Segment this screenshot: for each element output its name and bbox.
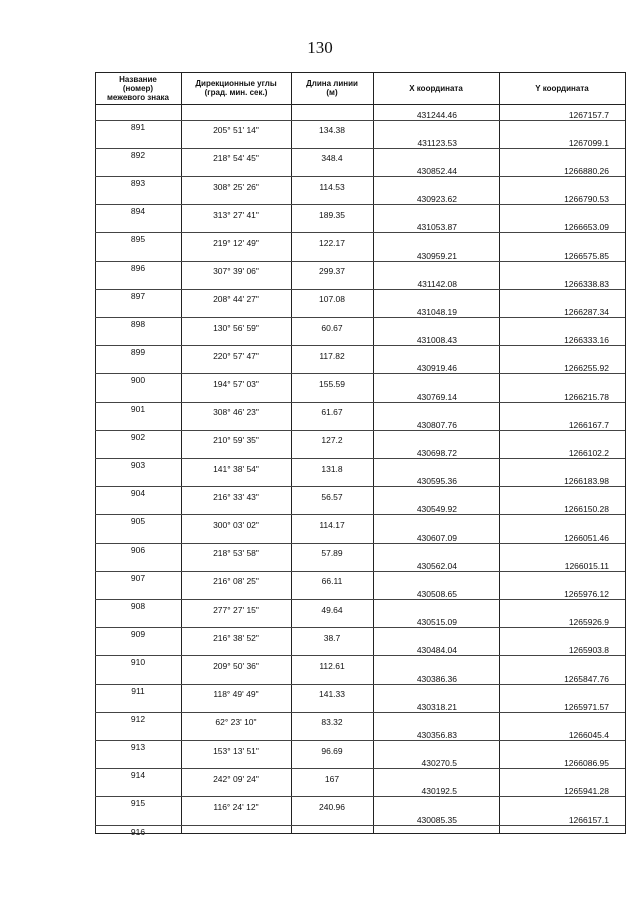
direction-angle: 218° 53' 58" (213, 548, 259, 559)
row-divider (95, 599, 625, 600)
row-divider (95, 571, 625, 572)
row-divider (95, 768, 625, 769)
point-id: 893 (130, 177, 146, 188)
direction-angle: 116° 24' 12" (213, 802, 259, 812)
y-coordinate: 1266653.09 (564, 222, 609, 233)
row-divider (95, 289, 625, 290)
row-divider (95, 514, 625, 515)
y-coordinate: 1266287.34 (564, 306, 609, 317)
line-length: 131.8 (321, 463, 343, 474)
y-coordinate: 1265971.57 (564, 701, 609, 712)
header-y-coordinate: Y координата (535, 83, 589, 93)
point-id: 906 (130, 544, 146, 555)
y-coordinate: 1266575.85 (564, 250, 609, 261)
row-divider (95, 486, 625, 487)
row-divider (95, 402, 625, 403)
row-divider (95, 458, 625, 459)
line-length: 112.61 (319, 661, 345, 671)
direction-angle: 141° 38' 54" (213, 463, 259, 474)
header-line-length: Длина линии (м) (306, 79, 358, 97)
line-length: 96.69 (321, 745, 343, 756)
point-id: 891 (130, 121, 146, 132)
direction-angle: 153° 13' 51" (213, 745, 259, 756)
point-id: 908 (130, 600, 146, 611)
line-length: 60.67 (321, 322, 343, 333)
point-id: 895 (130, 234, 146, 245)
x-coordinate: 430318.21 (416, 701, 457, 712)
header-bottom-border (95, 104, 625, 105)
direction-angle: 219° 12' 49" (213, 238, 259, 248)
point-id: 900 (130, 375, 146, 386)
line-length: 299.37 (319, 266, 345, 277)
line-length: 189.35 (319, 209, 345, 220)
y-coordinate: 1265847.76 (564, 673, 609, 684)
row-divider (95, 684, 625, 685)
row-divider (95, 712, 625, 713)
x-coordinate: 430515.09 (416, 617, 457, 628)
direction-angle: 118° 49' 49" (213, 689, 259, 700)
y-coordinate: 1266215.78 (564, 391, 609, 402)
line-length: 141.33 (319, 689, 345, 700)
row-divider (95, 148, 625, 149)
point-id: 911 (131, 685, 145, 696)
line-length: 240.96 (319, 802, 345, 812)
row-divider (95, 176, 625, 177)
y-coordinate: 1266338.83 (564, 278, 609, 289)
y-coordinate: 1266150.28 (564, 504, 609, 515)
direction-angle: 242° 09' 24" (213, 773, 259, 784)
coordinates-table (95, 72, 625, 837)
x-coordinate: 430607.09 (416, 532, 457, 543)
y-coordinate: 1266790.53 (564, 194, 609, 205)
header-x-coordinate: X координата (409, 83, 463, 93)
line-length: 127.2 (321, 435, 343, 446)
point-id: 899 (130, 347, 146, 358)
direction-angle: 220° 57' 47" (213, 350, 259, 361)
row-divider (95, 345, 625, 346)
y-coordinate: 1266880.26 (564, 165, 609, 176)
line-length: 56.57 (321, 491, 343, 502)
point-id: 914 (130, 770, 146, 781)
x-coordinate: 431123.53 (417, 137, 457, 148)
y-coordinate: 1265903.8 (568, 645, 609, 656)
direction-angle: 300° 03' 02" (213, 520, 259, 530)
y-coordinate: 1267099.1 (568, 137, 609, 148)
point-id: 916 (130, 826, 146, 837)
row-divider (95, 120, 625, 121)
point-id: 912 (130, 713, 146, 724)
y-coordinate: 1266157.1 (568, 814, 609, 825)
x-coordinate: 430698.72 (416, 447, 457, 458)
y-coordinate: 1266102.2 (568, 447, 609, 458)
row-divider (95, 232, 625, 233)
row-divider (95, 317, 625, 318)
point-id: 905 (130, 516, 146, 527)
row-divider (95, 627, 625, 628)
y-coordinate: 1265976.12 (564, 588, 609, 599)
row-divider (95, 204, 625, 205)
line-length: 66.11 (321, 576, 343, 587)
line-length: 114.17 (319, 520, 345, 530)
y-coordinate: 1265941.28 (564, 786, 609, 797)
direction-angle: 210° 59' 35" (213, 435, 259, 446)
header-point-name: Название (номер) межевого знака (106, 74, 170, 102)
direction-angle: 307° 39' 06" (213, 266, 259, 277)
row-divider (95, 373, 625, 374)
line-length: 167 (324, 773, 340, 784)
y-coordinate: 1266015.11 (564, 560, 609, 571)
direction-angle: 313° 27' 41" (213, 209, 259, 220)
x-coordinate: 431142.08 (417, 278, 457, 289)
x-coordinate: 430386.36 (416, 673, 457, 684)
x-coordinate: 430356.83 (416, 729, 457, 740)
point-id: 913 (130, 741, 146, 752)
line-length: 134.38 (319, 125, 345, 136)
x-coordinate: 430852.44 (416, 165, 457, 176)
x-coordinate: 430923.62 (416, 194, 457, 205)
point-id: 904 (130, 488, 146, 499)
x-coordinate: 430807.76 (416, 419, 457, 430)
row-divider (95, 796, 625, 797)
x-coordinate: 430919.46 (416, 363, 457, 374)
page-number: 130 (307, 38, 333, 57)
header-direction-angles: Дирекционные углы (град. мин. сек.) (195, 79, 277, 97)
row-divider (95, 430, 625, 431)
row-divider (95, 261, 625, 262)
x-coordinate: 430959.21 (416, 250, 457, 261)
line-length: 83.32 (321, 717, 343, 728)
point-id: 897 (130, 290, 146, 301)
line-length: 107.08 (319, 294, 345, 305)
y-coordinate: 1266051.46 (564, 532, 609, 543)
x-coordinate: 431048.19 (416, 306, 457, 317)
line-length: 155.59 (319, 379, 345, 389)
x-coordinate: 430595.36 (416, 476, 457, 487)
direction-angle: 208° 44' 27" (213, 294, 259, 305)
y-coordinate: 1267157.7 (568, 109, 609, 120)
direction-angle: 216° 08' 25" (213, 576, 259, 587)
y-coordinate: 1265926.9 (568, 617, 609, 628)
direction-angle: 308° 46' 23" (213, 407, 259, 418)
y-coordinate: 1266255.92 (564, 363, 609, 374)
point-id: 898 (130, 318, 146, 329)
x-coordinate: 431008.43 (416, 335, 457, 346)
direction-angle: 205° 51' 14" (213, 125, 259, 136)
row-divider (95, 655, 625, 656)
y-coordinate: 1266045.4 (568, 729, 609, 740)
column-border (625, 72, 626, 834)
line-length: 49.64 (321, 604, 343, 615)
y-coordinate: 1266333.16 (564, 335, 609, 346)
x-coordinate: 430270.5 (421, 758, 457, 769)
point-id: 907 (130, 572, 146, 583)
table-top-border (95, 72, 625, 73)
x-coordinate: 430192.5 (421, 786, 457, 797)
point-id: 892 (130, 149, 146, 160)
point-id: 894 (130, 206, 146, 217)
y-coordinate: 1266167.7 (568, 419, 609, 430)
x-coordinate: 430562.04 (416, 560, 457, 571)
table-bottom-border (95, 833, 625, 834)
line-length: 122.17 (319, 238, 345, 248)
x-coordinate: 430549.92 (416, 504, 457, 515)
direction-angle: 218° 54' 45" (213, 153, 259, 164)
line-length: 114.53 (319, 181, 345, 192)
direction-angle: 308° 25' 26" (213, 181, 259, 192)
line-length: 117.82 (319, 350, 345, 361)
y-coordinate: 1266183.98 (564, 476, 609, 487)
direction-angle: 216° 38' 52" (213, 632, 259, 643)
x-coordinate: 430508.65 (416, 588, 457, 599)
point-id: 915 (130, 798, 146, 809)
x-coordinate: 431244.46 (416, 109, 457, 120)
point-id: 902 (130, 431, 146, 442)
point-id: 896 (130, 262, 146, 273)
direction-angle: 277° 27' 15" (213, 604, 259, 615)
x-coordinate: 430769.14 (416, 391, 457, 402)
direction-angle: 62° 23' 10" (215, 717, 257, 728)
line-length: 38.7 (323, 632, 341, 643)
direction-angle: 209° 50' 36" (213, 661, 259, 671)
y-coordinate: 1266086.95 (564, 758, 609, 769)
direction-angle: 130° 56' 59" (213, 322, 259, 333)
line-length: 61.67 (321, 407, 343, 418)
direction-angle: 216° 33' 43" (213, 491, 259, 502)
row-divider (95, 740, 625, 741)
row-divider (95, 543, 625, 544)
point-id: 910 (130, 657, 146, 668)
x-coordinate: 430085.35 (416, 814, 457, 825)
row-divider (95, 825, 625, 826)
point-id: 909 (130, 629, 146, 640)
point-id: 901 (130, 403, 146, 414)
line-length: 348.4 (321, 153, 343, 164)
x-coordinate: 430484.04 (416, 645, 457, 656)
direction-angle: 194° 57' 03" (213, 379, 259, 389)
point-id: 903 (130, 459, 146, 470)
x-coordinate: 431053.87 (416, 222, 457, 233)
line-length: 57.89 (321, 548, 343, 559)
